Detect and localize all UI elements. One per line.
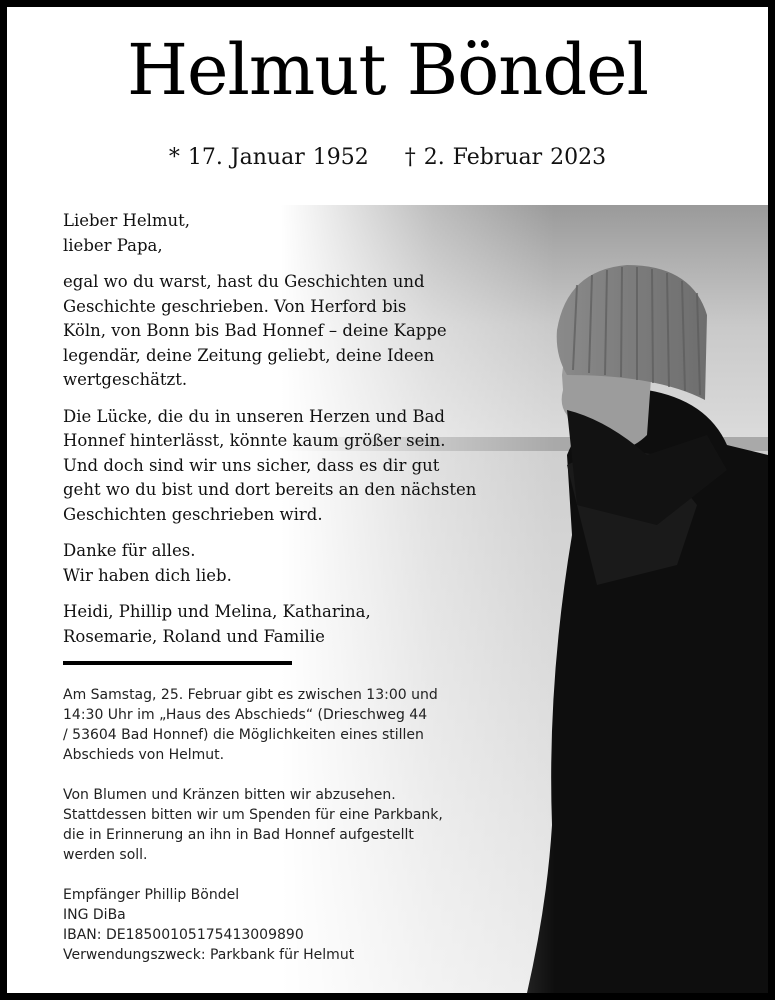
- text-column: [63, 205, 503, 965]
- death-date: † 2. Februar 2023: [404, 145, 607, 170]
- letter-paragraph-1: egal wo du warst, hast du Geschichten und Geschichte geschrieben. Von Herford bis Köln, von Bonn bis Bad Honnef – deine Kappe legendär, deine Zeitung geliebt, deine Ideen wertgeschätzt.: [63, 272, 447, 389]
- signatures: Heidi, Phillip und Melina, Katharina, Rosemarie, Roland und Familie: [63, 602, 371, 646]
- header: [7, 7, 768, 205]
- salutation: Lieber Helmut, lieber Papa,: [63, 211, 191, 255]
- letter-paragraph-2: Die Lücke, die du in unseren Herzen und Bad Honnef hinterlässt, könnte kaum größer sein. Und doch sind wir uns sicher, dass es dir gut geht wo du bist und dort bereits an den nächsten Geschichten geschrieben wird.: [63, 406, 477, 524]
- birth-date: * 17. Januar 1952: [168, 145, 369, 170]
- donation-notice: Von Blumen und Kränzen bitten wir abzusehen. Stattdessen bitten wir um Spenden für eine Parkbank, die in Erinnerung an ihn in Bad Honnef aufgestellt werden soll.: [63, 787, 443, 863]
- divider: [63, 661, 292, 665]
- deceased-name: Helmut Böndel: [127, 29, 648, 111]
- farewell-notice: Am Samstag, 25. Februar gibt es zwischen 13:00 und 14:30 Uhr im „Haus des Abschieds“ (Drieschweg 44 / 53604 Bad Honnef) die Möglichkeiten eines stillen Abschieds von Helmut.: [63, 687, 438, 763]
- life-dates: [7, 145, 768, 170]
- letter-paragraph-3: Danke für alles. Wir haben dich lieb.: [63, 541, 232, 585]
- bank-details: Empfänger Phillip Böndel ING DiBa IBAN: DE18500105175413009890 Verwendungszweck: Parkbank für Helmut: [63, 887, 355, 963]
